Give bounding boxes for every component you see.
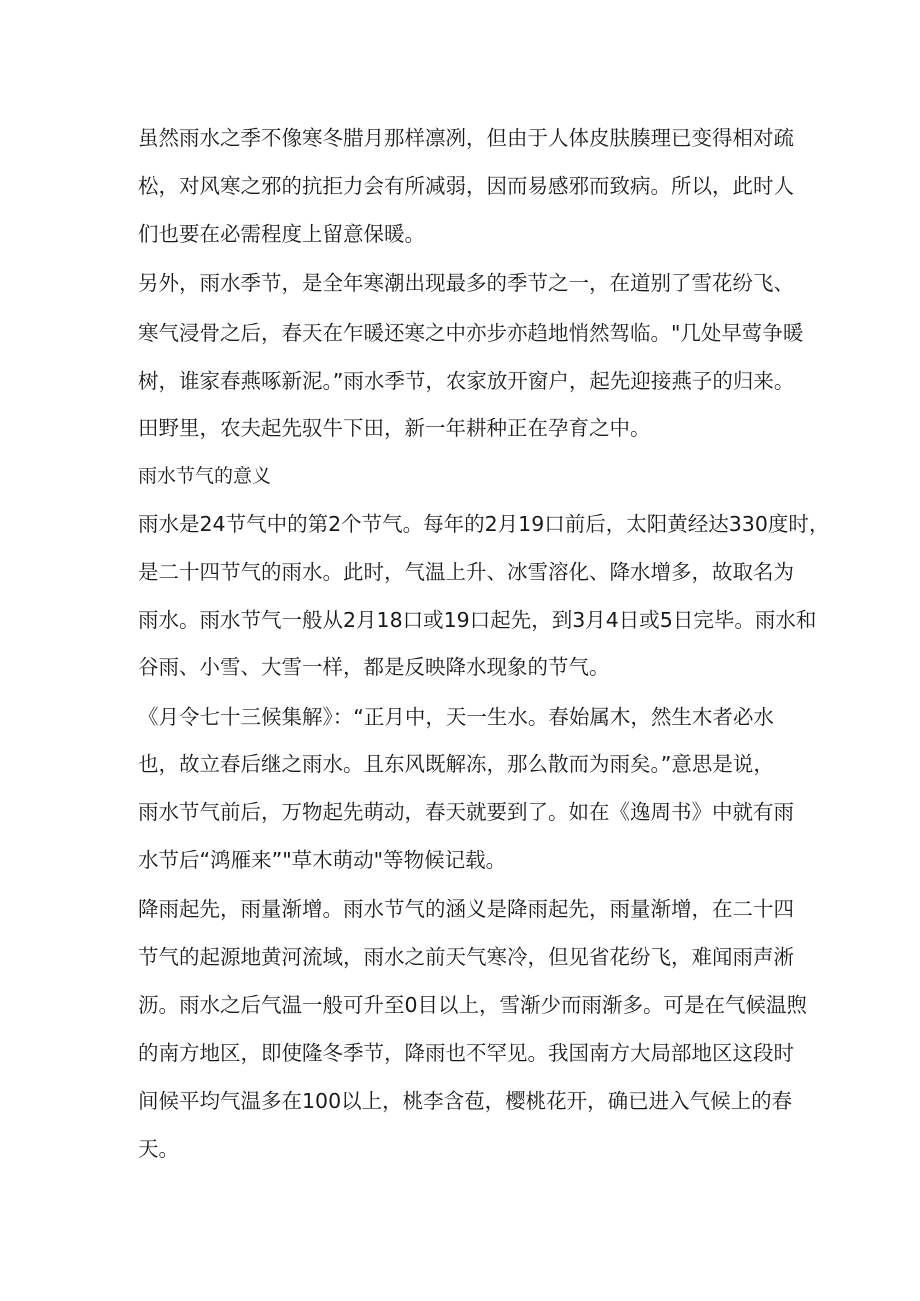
paragraph-line: 田野里，农夫起先驭牛下田，新一年耕种正在孕育之中。 (138, 416, 651, 440)
paragraph-line: 树，谁家春燕啄新泥。”雨水季节，农家放开窗户，起先迎接燕子的归来。 (138, 369, 795, 393)
paragraph-line: 雨水。雨水节气一般从2月18口或19口起先，到3月4日或5日完毕。雨水和 (138, 608, 817, 632)
paragraph-line: 水节后“鸿雁来”"草木萌动"等物候记载。 (138, 848, 507, 872)
paragraph-line: 松，对风寒之邪的抗拒力会有所减弱，因而易感邪而致病。所以，此时人 (138, 174, 794, 198)
paragraph-line: 的南方地区，即使隆冬季节，降雨也不罕见。我国南方大局部地区这段时 (138, 1041, 794, 1065)
paragraph-line: 雨水节气前后，万物起先萌动，春天就要到了。如在《逸周书》中就有雨 (138, 800, 794, 824)
paragraph-line: 降雨起先，雨量渐增。雨水节气的涵义是降雨起先，雨量渐增，在二十四 (138, 897, 794, 921)
paragraph-line: 《月令七十三候集解》：“正月中，天一生水。春始属木，然生木者必水 (138, 705, 774, 729)
paragraph-line: 节气的起源地黄河流域，雨水之前天气寒冷，但见省花纷飞，难闻雨声淅 (138, 945, 794, 969)
paragraph-line: 谷雨、小雪、大雪一样，都是反映降水现象的节气。 (138, 655, 610, 679)
paragraph-line: 虽然雨水之季不像寒冬腊月那样凛冽，但由于人体皮肤腠理已变得相对疏 (138, 126, 794, 150)
paragraph-line: 也，故立春后继之雨水。且东风既解冻，那么散而为雨矣。”意思是说， (138, 752, 774, 776)
paragraph-line: 雨水是24节气中的第2个节气。每年的2月19口前后，太阳黄经达330度时， (138, 512, 830, 536)
paragraph-line: 沥。雨水之后气温一般可升至0目以上，雪渐少而雨渐多。可是在气候温煦 (138, 993, 808, 1017)
paragraph-line: 天。 (138, 1137, 179, 1161)
section-heading: 雨水节气的意义 (138, 465, 272, 487)
paragraph-line: 们也要在必需程度上留意保暖。 (138, 222, 425, 246)
paragraph-line: 间候平均气温多在100以上，桃李含苞，樱桃花开，确已进入气候上的春 (138, 1089, 793, 1113)
paragraph-line: 是二十四节气的雨水。此时，气温上升、冰雪溶化、降水增多，故取名为 (138, 560, 794, 584)
paragraph-line: 寒气浸骨之后，春天在乍暖还寒之中亦步亦趋地悄然驾临。"几处早莺争暖 (138, 321, 804, 345)
paragraph-line: 另外，雨水季节，是全年寒潮出现最多的季节之一，在道别了雪花纷飞、 (138, 271, 794, 295)
